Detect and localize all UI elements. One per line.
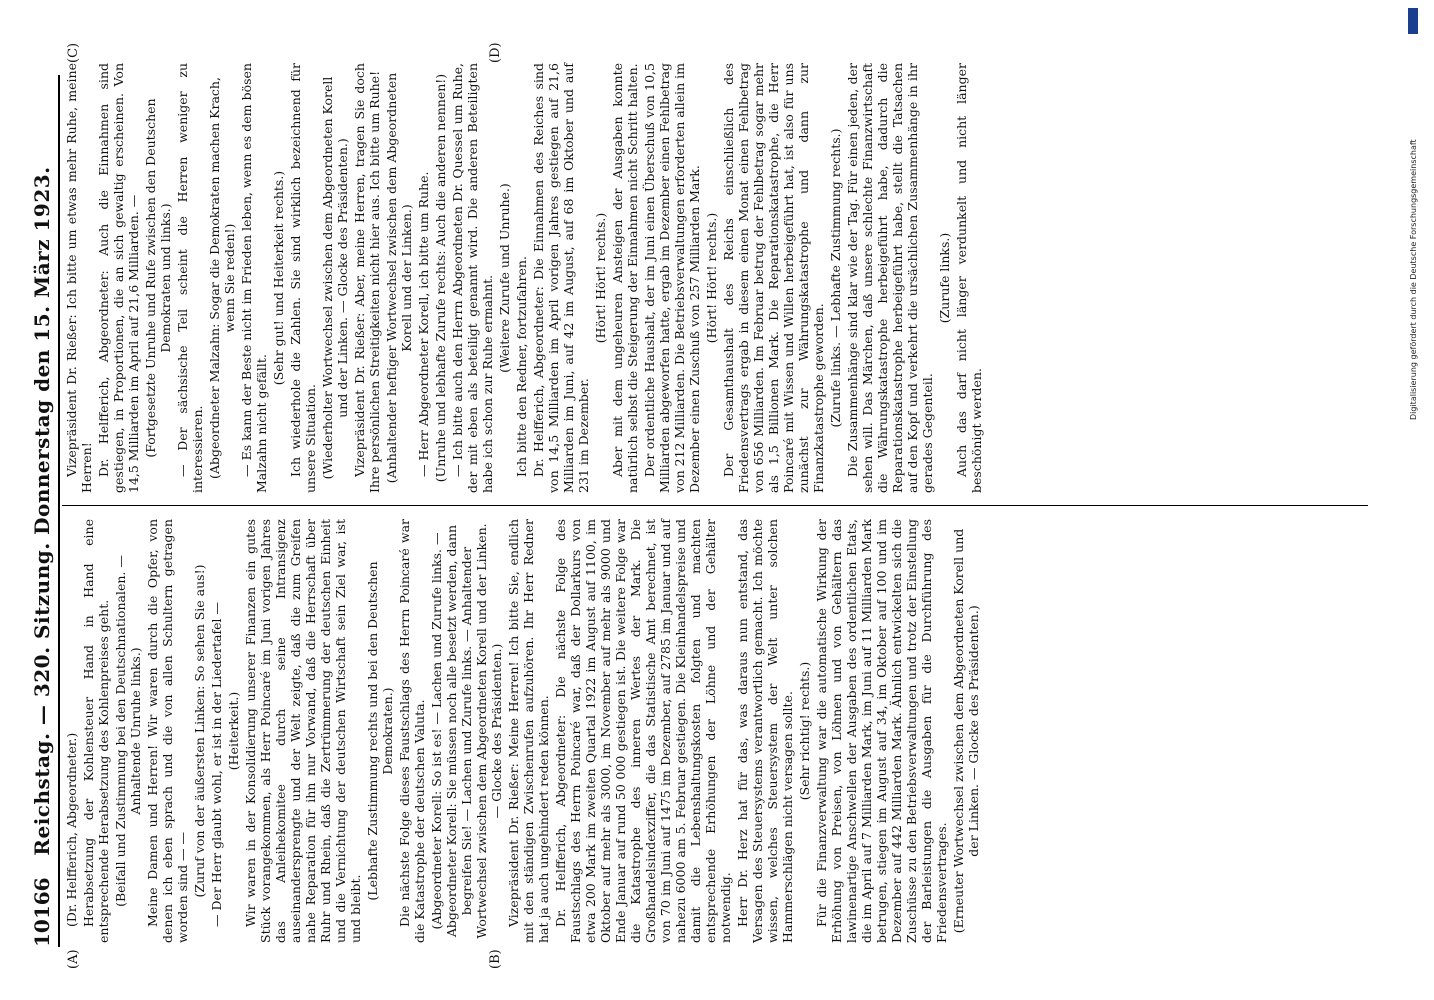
right-column-paragraph: (Hört! Hört! rechts.) (704, 212, 719, 344)
left-column-paragraph: (Zuruf von der äußersten Linken: So sehen Sie aus!) (192, 564, 207, 898)
left-column-paragraph: (Abgeordneter Korell: So ist es! — Lachen und Zurufe links. — Abgeordneter Korell: Sie müssen noch alle besetzt werden, dann begreifen Sie! — Lachen und Zurufe links. — Anhaltender Wortwechsel zwischen dem Abgeordneten Korell und der Linken. — Glocke des Präsidenten.) (429, 523, 504, 939)
left-column-paragraph: (Dr. Helfferich, Abgeordneter.) (64, 732, 79, 927)
left-column-paragraph: (Heiterkeit.) (226, 691, 241, 771)
left-column-paragraph: Meine Damen und Herren! Wir waren durch die Opfer, von denen ich eben sprach und die von allen Schultern getragen worden sind — — (145, 519, 190, 943)
right-column-paragraph: Der Gesamthaushalt des Reichs einschließlich des Friedensvertrags ergab in diesem einen Monat einen Fehlbetrag von 656 Milliarden. Im Februar betrug der Fehlbetrag sogar mehr als 1,5 Billionen Mark. Die Reparationskatastrophe, die Herr Poincaré mit Wissen und Willen herbeigeführt hat, ist also für uns zunächst zur Währungskatastrophe und dann zur Finanzkatastrophe geworden. (721, 63, 826, 493)
page-header (28, 75, 60, 947)
dfg-logo (1408, 8, 1418, 34)
right-column-paragraph: Dr. Helfferich, Abgeordneter: Die Einnahmen des Reiches sind von 14,5 Milliarden im April vorigen Jahres gestiegen auf 21,6 Milliarden im Juni, auf 42 im August, auf 68 im Oktober und auf 231 im Dezember. (531, 63, 591, 493)
right-column-paragraph: (Anhaltender heftiger Wortwechsel zwischen dem Abgeordneten Korell und der Linken.) (384, 72, 414, 484)
scanned-page (18, 35, 1398, 975)
left-column-paragraph: — Der Herr glaubt wohl, er ist in der Liedertafel — (209, 602, 224, 927)
left-column-paragraph: Herabsetzung der Kohlensteuer Hand in Hand eine entsprechende Herabsetzung des Kohlenpreises geht. (81, 519, 111, 943)
left-column (64, 519, 983, 943)
right-column-paragraph: (Wiederholter Wortwechsel zwischen dem Abgeordneten Korell und der Linken. — Glocke des Präsidenten.) (320, 76, 350, 480)
left-column-paragraph: (Lebhafte Zustimmung rechts und bei den Deutschen Demokraten.) (365, 561, 395, 901)
left-column-paragraph: Die nächste Folge dieses Faustschlags des Herrn Poincaré war die Katastrophe der deutschen Valuta. (397, 519, 427, 943)
margin-marker-b: (B) (488, 949, 503, 969)
left-column-paragraph: (Sehr richtig! rechts.) (797, 661, 812, 801)
right-column-paragraph: (Sehr gut! und Heiterkeit rechts.) (271, 170, 286, 386)
right-column-paragraph: (Zurufe links.) (937, 232, 952, 324)
right-column-paragraph: (Zurufe links. — Lebhafte Zustimmung rechts.) (828, 128, 843, 428)
right-column-paragraph: (Unruhe und lebhafte Zurufe rechts: Auch die anderen nennen!) (433, 73, 448, 483)
right-column-paragraph: Aber mit dem ungeheuren Ansteigen der Ausgaben konnte natürlich selbst die Steigerung der Einnahmen nicht Schritt halten. (610, 63, 640, 493)
right-column-paragraph: (Fortgesetzte Unruhe und Rufe zwischen den Deutschen Demokraten und links.) (143, 98, 173, 458)
right-column-paragraph: Die Zusammenhänge sind klar wie der Tag. Für einen jeden, der sehen will. Das Märchen, daß unsere schlechte Finanzwirtschaft die Währungskatastrophe herbeigeführt habe, dadurch die Reparationskatastrophe herbeigeführt habe, stellt die Tatsachen auf den Kopf und verkehrt die ursächlichen Zusammenhänge in ihr gerades Gegenteil. (845, 63, 935, 493)
right-column-paragraph: Vizepräsident Dr. Rießer: Aber, meine Herren, tragen Sie doch Ihre persönlichen Streitigkeiten nicht hier aus. Ich bitte um Ruhe! (352, 63, 382, 493)
right-column-paragraph: (Weitere Zurufe und Unruhe.) (497, 183, 512, 373)
right-column-paragraph: Dr. Helfferich, Abgeordneter: Auch die Einnahmen sind gestiegen, in Proportionen, die an sich gewaltig erscheinen. Von 14,5 Milliarden im April auf 21,6 Milliarden. — (96, 63, 141, 493)
left-column-paragraph: (Erneuter Wortwechsel zwischen dem Abgeordneten Korell und der Linken. — Glocke des Präsidenten.) (951, 528, 981, 934)
right-column-paragraph: (Abgeordneter Malzahn: Sogar die Demokraten machen Krach, wenn Sie reden!) (207, 77, 237, 479)
right-column-paragraph: — Ich bitte auch den Herrn Abgeordneten Dr. Quessel um Ruhe, der mit eben als beteiligt genannt wird. Die anderen Beteiligten habe ich schon zur Ruhe ermahnt. (450, 63, 495, 493)
right-column-paragraph: Ich wiederhole die Zahlen. Sie sind wirklich bezeichnend für unsere Situation. (288, 63, 318, 493)
right-column-paragraph: — Herr Abgeordneter Korell, ich bitte um Ruhe. (416, 171, 431, 477)
left-column-paragraph: Für die Finanzverwaltung war die automatische Wirkung der Erhöhung von Preisen, von Löhnen und von Gehältern das lawinenartige Anschwellen der Ausgaben des ordentlichen Etats, die im April auf 7 Milliarden Mark, im Juni auf 11 Milliarden Mark betrugen, stiegen im August auf 34, im Oktober auf 100 und im Dezember auf 442 Milliarden Mark. Ähnlich entwickelten sich die Zuschüsse zu den Betriebsverwaltungen und trotz der Einstellung der Barleistungen die Ausgaben für die Durchführung des Friedensvertrages. (814, 519, 949, 943)
right-column-paragraph: — Der sächsische Teil scheint die Herren weniger zu interessieren. (175, 63, 205, 493)
right-column-paragraph: Der ordentliche Haushalt, der im Juni einen Überschuß von 10,5 Milliarden abgeworfen hatte, ergab im Dezember einen Fehlbetrag von 212 Milliarden. Die Betriebsverwaltungen erforderten allein im Dezember einen Zuschuß von 257 Milliarden Mark. (642, 62, 702, 493)
right-column-paragraph: Ich bitte den Redner, fortzufahren. (514, 256, 529, 477)
left-column-paragraph: Herr Dr. Herz hat für das, was daraus nun entstand, das Versagen des Steuersystems verantwortlich gemacht. Ich möchte wissen, welches Steuersystem der Welt unter solchen Hammerschlägen nicht versagen sollte. (735, 519, 795, 943)
left-column-paragraph: (Beifall und Zustimmung bei den Deutschnationalen. — Anhaltende Unruhe links.) (113, 555, 143, 907)
margin-marker-a: (A) (66, 949, 81, 969)
margin-marker-c: (C) (66, 42, 81, 63)
page-number: 10166 (30, 877, 54, 947)
right-column-paragraph: — Es kann der Beste nicht im Frieden leben, wenn es dem bösen Malzahn nicht gefällt. (239, 63, 269, 493)
column-divider (62, 505, 1368, 506)
left-column-paragraph: Dr. Helfferich, Abgeordneter: Die nächste Folge des Faustschlags des Herrn Poincaré war, daß der Dollarkurs von etwa 200 Mark im zweiten Quartal 1922 im August auf 1100, im Oktober auf mehr als 3000, im November auf mehr als 9000 und Ende Januar auf rund 50 000 gestiegen ist. Die weitere Folge war die Katastrophe des inneren Wertes der Mark. Die Großhandelsindexziffer, die das Statistische Amt berechnet, ist von 70 im Juni auf 1475 im Dezember, auf 2785 im Januar und auf nahezu 6000 am 5. Februar gestiegen. Die Kleinhandelspreise und damit die Lebenshaltungskosten folgten und machten entsprechende Erhöhungen der Löhne und der Gehälter notwendig. (553, 519, 733, 943)
digitization-credit: Digitalisierung gefördert durch die Deutsche Forschungsgemeinschaft (1409, 139, 1418, 420)
page-title: Reichstag. — 320. Sitzung. Donnerstag den 15. März 1923. (30, 166, 54, 856)
left-column-paragraph: Vizepräsident Dr. Rießer: Meine Herren! Ich bitte Sie, endlich mit den ständigen Zwischenrufen aufzuhören. Ihr Herr Redner hat ja auch ungehindert reden können. (506, 519, 551, 943)
right-column-paragraph: (Hört! Hört! rechts.) (593, 212, 608, 344)
left-column-paragraph: Wir waren in der Konsolidierung unserer Finanzen ein gutes Stück vorangekommen, als Herr Poincaré im Juni vorigen Jahres das Anleihekomitee durch seine Intransigenz auseinandersprengte und der Welt zeigte, daß die zum Greifen nahe Reparation für ihn nur Vorwand, daß die Herrschaft über Ruhr und Rhein, daß die Zertrümmerung der deutschen Einheit und die Vernichtung der deutschen Wirtschaft sein Ziel war, ist und bleibt. (243, 519, 363, 943)
margin-marker-d: (D) (488, 42, 503, 63)
right-column-paragraph: Vizepräsident Dr. Rießer: Ich bitte um etwas mehr Ruhe, meine Herren! (64, 63, 94, 493)
right-column-paragraph: Auch das darf nicht länger verdunkelt und nicht länger beschönigt werden. (954, 63, 984, 493)
right-column (64, 63, 986, 493)
